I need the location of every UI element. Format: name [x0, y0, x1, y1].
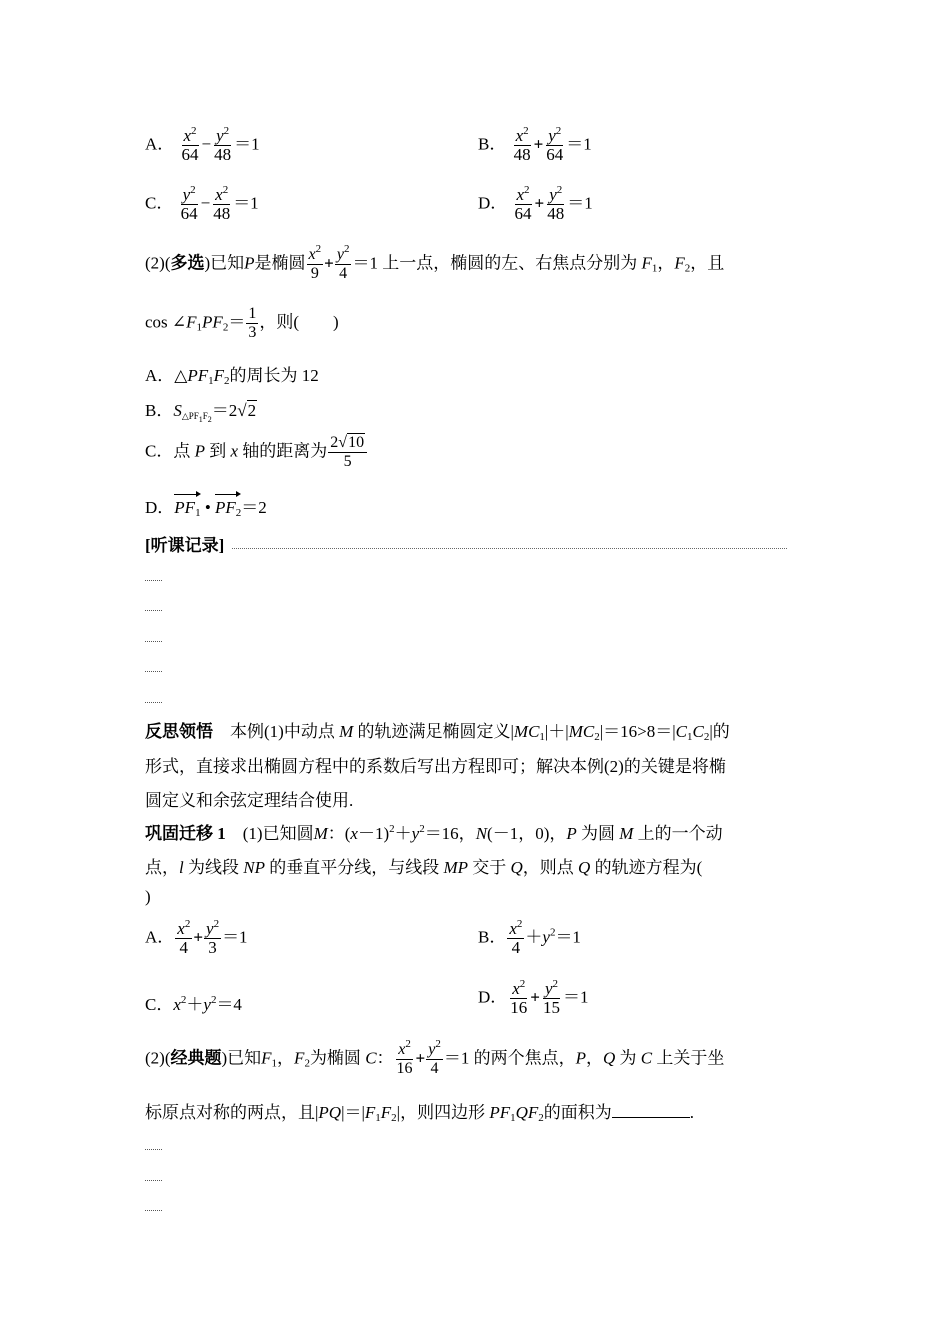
question-2-line-2: $\cos \angle F_1PF_2=$ $\frac{1}{3}$ ，则( ) — [145, 305, 339, 341]
note-line — [145, 1210, 162, 1211]
record-label: [听课记录] — [145, 536, 225, 555]
q2-option-a: A．$\triangle PF_1F_2$的周长为 12 — [145, 366, 319, 387]
c-option-a: A． $\frac{x^2}{4}$ + $\frac{y^2}{3}$ ＝1 — [145, 918, 248, 957]
c-option-d: D． $\frac{x^2}{16}$ + $\frac{y^2}{15}$ ＝1 — [478, 978, 589, 1017]
note-line — [145, 1149, 162, 1150]
option-label: C． — [145, 193, 174, 213]
question-tag: 多选 — [170, 253, 205, 273]
answer-blank[interactable] — [612, 1103, 690, 1118]
option-label: A． — [145, 134, 175, 154]
reflection-line-1: 反思领悟 本例(1)中动点 M 的轨迹满足椭圆定义$|MC_1|+|MC_2|=16>8=|C_1C_2|$的 — [145, 722, 730, 743]
consolidate-line-1: 巩固迁移 1 (1)已知圆M：$(x-1)^2+y^2=16$，N(－1，0)，P 为圆 M 上的一个动 — [145, 823, 723, 843]
note-line — [145, 671, 162, 672]
question-2-line-1: (2)(多选)已知P是椭圆 $\frac{x^2}{9}$ + $\frac{y^2}{4}$ ＝1 上一点，椭圆的左、右焦点分别为 $F_1$，$F_2$，且 — [145, 243, 725, 282]
option-label: D． — [478, 193, 508, 213]
note-line — [145, 610, 162, 611]
question-tag: 经典题 — [170, 1048, 222, 1068]
reflection-title: 反思领悟 — [145, 722, 213, 741]
classic-question-line-2: 标原点对称的两点，且$|PQ|=|F_1F_2|$，则四边形 $PF_1QF_2$的面积为 . — [145, 1103, 695, 1124]
c-option-c: C．$x^2+y^2=4$ — [145, 994, 242, 1014]
note-line — [145, 641, 162, 642]
note-line — [145, 702, 162, 703]
consolidate-line-3: ) — [145, 887, 151, 906]
record-line — [232, 548, 787, 549]
classic-question-line-1: (2)(经典题)已知$F_1$，$F_2$为椭圆 C： $\frac{x^2}{16}$ + $\frac{y^2}{4}$ ＝1 的两个焦点，P，Q 为 C 上关于坐 — [145, 1038, 725, 1077]
consolidate-line-2: 点，l 为线段 NP 的垂直平分线，与线段 MP 交于 Q，则点 Q 的轨迹方程为( — [145, 858, 703, 877]
c-option-b: B． $\frac{x^2}{4}$ $+y^2=1$ — [478, 918, 581, 957]
note-line — [145, 1180, 162, 1181]
option-c-row: C． $\frac{y^2}{64}$ − $\frac{x^2}{48}$ ＝1 — [145, 184, 259, 223]
reflection-line-2: 形式，直接求出椭圆方程中的系数后写出方程即可；解决本例(2)的关键是将椭 — [145, 757, 726, 776]
q2-option-d: D．$PF_1$ • $PF_2=2$ — [145, 498, 267, 519]
option-label: B． — [478, 134, 507, 154]
option-b-row: B． $\frac{x^2}{48}$ + $\frac{y^2}{64}$ ＝1 — [478, 125, 592, 164]
note-line — [145, 580, 162, 581]
q2-option-b: B．$S_{\triangle PF_1F_2}=2√2$ — [145, 401, 257, 424]
option-a-row: A． $\frac{x^2}{64}$ − $\frac{y^2}{48}$ ＝1 — [145, 125, 260, 164]
option-d-row: D． $\frac{x^2}{64}$ + $\frac{y^2}{48}$ ＝1 — [478, 184, 593, 223]
reflection-line-3: 圆定义和余弦定理结合使用. — [145, 791, 354, 810]
consolidate-title: 巩固迁移 1 — [145, 824, 226, 843]
q2-option-c: C．点 P 到 x 轴的距离为 $\frac{2√10}{5}$ — [145, 434, 368, 471]
